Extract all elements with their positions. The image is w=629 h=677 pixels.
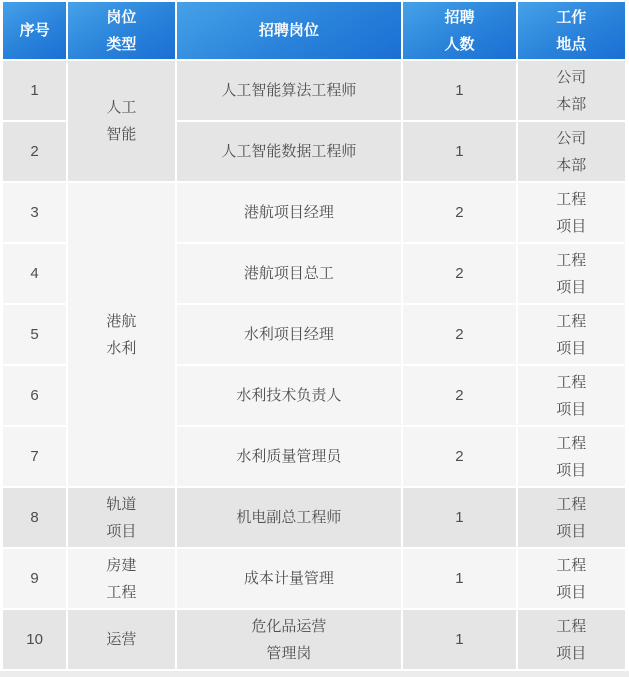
- count-cell: 2: [403, 427, 515, 486]
- serial-cell: 1: [3, 61, 66, 120]
- location-cell: 工程 项目: [518, 244, 625, 303]
- serial-cell: 10: [3, 610, 66, 669]
- location-cell: 工程 项目: [518, 488, 625, 547]
- position-cell: 水利质量管理员: [177, 427, 402, 486]
- category-cell: 人工 智能: [68, 61, 174, 181]
- position-cell: 人工智能数据工程师: [177, 122, 402, 181]
- count-cell: 1: [403, 488, 515, 547]
- header-cell-location: [518, 2, 625, 59]
- serial-cell: 9: [3, 549, 66, 608]
- header-label: 招聘: [444, 8, 475, 26]
- position-cell: 水利项目经理: [177, 305, 402, 364]
- table-row: [3, 549, 625, 608]
- count-cell: 2: [403, 183, 515, 242]
- category-cell: 轨道 项目: [68, 488, 174, 547]
- location-cell: 工程 项目: [518, 183, 625, 242]
- count-cell: 2: [403, 305, 515, 364]
- recruitment-table: [1, 0, 627, 671]
- category-cell: 港航 水利: [68, 183, 174, 486]
- header-label: 地点: [556, 35, 587, 53]
- count-cell: 1: [403, 549, 515, 608]
- table-body: [3, 61, 625, 669]
- position-cell: 港航项目经理: [177, 183, 402, 242]
- header-row: [3, 2, 625, 59]
- table-header: [3, 2, 625, 59]
- count-cell: 1: [403, 122, 515, 181]
- position-cell: 水利技术负责人: [177, 366, 402, 425]
- category-cell: 房建 工程: [68, 549, 174, 608]
- serial-cell: 5: [3, 305, 66, 364]
- position-cell: 成本计量管理: [177, 549, 402, 608]
- serial-cell: 3: [3, 183, 66, 242]
- count-cell: 2: [403, 366, 515, 425]
- header-label: 序号: [19, 22, 50, 39]
- position-cell: 港航项目总工: [177, 244, 402, 303]
- position-cell: 危化品运营 管理岗: [177, 610, 402, 669]
- count-cell: 1: [403, 61, 515, 120]
- header-cell-serial: [3, 2, 66, 59]
- location-cell: 工程 项目: [518, 366, 625, 425]
- serial-cell: 8: [3, 488, 66, 547]
- location-cell: 工程 项目: [518, 427, 625, 486]
- header-label: 工作: [556, 8, 587, 26]
- header-cell-position: [177, 2, 402, 59]
- count-cell: 2: [403, 244, 515, 303]
- location-cell: 公司 本部: [518, 61, 625, 120]
- location-cell: 工程 项目: [518, 305, 625, 364]
- bottom-strip: [0, 671, 629, 677]
- table-row: [3, 488, 625, 547]
- table-row: [3, 183, 625, 242]
- header-label: 人数: [444, 35, 475, 53]
- position-cell: 人工智能算法工程师: [177, 61, 402, 120]
- serial-cell: 2: [3, 122, 66, 181]
- location-cell: 工程 项目: [518, 610, 625, 669]
- header-label: 招聘岗位: [258, 22, 319, 39]
- serial-cell: 7: [3, 427, 66, 486]
- header-cell-category: [68, 2, 174, 59]
- count-cell: 1: [403, 610, 515, 669]
- serial-cell: 6: [3, 366, 66, 425]
- position-cell: 机电副总工程师: [177, 488, 402, 547]
- table-row: [3, 610, 625, 669]
- category-cell: 运营: [68, 610, 174, 669]
- location-cell: 公司 本部: [518, 122, 625, 181]
- location-cell: 工程 项目: [518, 549, 625, 608]
- serial-cell: 4: [3, 244, 66, 303]
- header-label: 岗位: [106, 8, 137, 26]
- header-cell-count: [403, 2, 515, 59]
- table-row: [3, 61, 625, 120]
- header-label: 类型: [106, 35, 137, 53]
